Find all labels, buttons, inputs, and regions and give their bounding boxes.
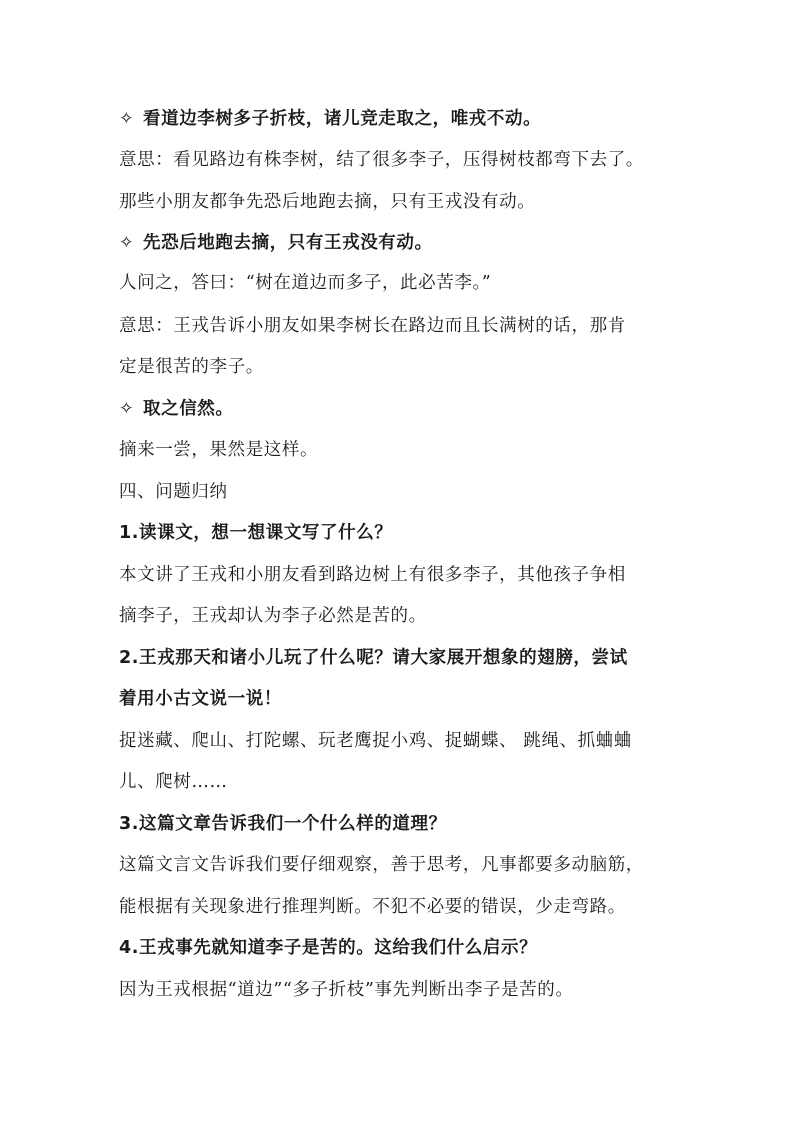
section-heading: 四、问题归纳 — [119, 482, 228, 502]
explanation-line-2: 那些小朋友都争先恐后地跑去摘，只有王戎没有动。 — [119, 192, 536, 212]
question-1: 1.读课文，想一想课文写了什么？ — [119, 523, 393, 543]
explanation-line-1: 意思：看见路边有株李树，结了很多李子，压得树枝都弯下去了。 — [119, 150, 644, 170]
explanation-line-4: 定是很苦的李子。 — [119, 357, 264, 377]
question-3: 3.这篇文章告诉我们一个什么样的道理？ — [119, 814, 447, 834]
question-4: 4.王戎事先就知道李子是苦的。这给我们什么启示？ — [119, 938, 538, 958]
bullet-line-3 — [119, 397, 234, 421]
bullet-line-2 — [119, 231, 433, 255]
answer-3-line-1: 这篇文言文告诉我们要仔细观察，善于思考，凡事都要多动脑筋， — [119, 855, 644, 875]
diamond-bullet-icon: ✧ — [119, 233, 135, 253]
answer-2-line-2: 儿、爬树…… — [119, 772, 228, 792]
diamond-bullet-icon: ✧ — [119, 109, 135, 129]
answer-2-line-1: 捉迷藏、爬山、打陀螺、玩老鹰捉小鸡、捉蝴蝶、 跳绳、抓蛐蛐 — [119, 731, 632, 751]
answer-3-line-2: 能根据有关现象进行推理判断。不犯不必要的错误，少走弯路。 — [119, 897, 626, 917]
answer-1-line-1: 本文讲了王戎和小朋友看到路边树上有很多李子，其他孩子争相 — [119, 565, 626, 585]
bullet-line-1 — [119, 107, 541, 131]
classical-text-2: 先恐后地跑去摘，只有王戎没有动。 — [143, 233, 433, 253]
answer-1-line-2: 摘李子，王戎却认为李子必然是苦的。 — [119, 606, 427, 626]
question-2-line-2: 着用小古文说一说！ — [119, 689, 282, 709]
explanation-line-5: 摘来一尝，果然是这样。 — [119, 440, 319, 460]
question-2-line-1: 2.王戎那天和诸小儿玩了什么呢？请大家展开想象的翅膀，尝试 — [119, 648, 628, 668]
answer-4-line-1: 因为王戎根据“道边”“多子折枝”事先判断出李子是苦的。 — [119, 980, 574, 1000]
classical-text-4: 取之信然。 — [143, 399, 234, 419]
diamond-bullet-icon: ✧ — [119, 399, 135, 419]
explanation-line-3: 意思：王戎告诉小朋友如果李树长在路边而且长满树的话，那肯 — [119, 316, 626, 336]
classical-text-1: 看道边李树多子折枝，诸儿竞走取之，唯戎不动。 — [143, 109, 542, 129]
classical-text-3: 人问之，答曰：“树在道边而多子，此必苦李。” — [119, 273, 492, 293]
